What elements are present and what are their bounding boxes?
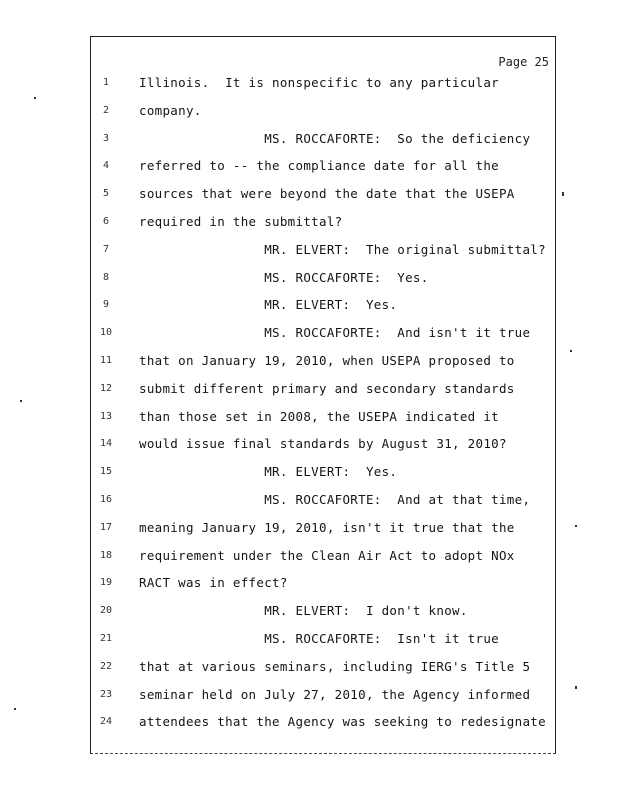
line-number: 6	[102, 216, 110, 227]
scan-speck	[14, 708, 16, 710]
transcript-line: than those set in 2008, the USEPA indicated it	[139, 408, 499, 424]
line-number: 10	[99, 327, 113, 339]
transcript-line: required in the submittal?	[139, 214, 343, 229]
transcript-line: MR. ELVERT: Yes.	[139, 297, 398, 313]
line-number: 1	[102, 77, 110, 88]
line-number: 7	[102, 243, 110, 255]
line-number: 16	[99, 494, 113, 505]
transcript-line: MS. ROCCAFORTE: And isn't it true	[139, 325, 531, 341]
transcript-line: RACT was in effect?	[139, 575, 288, 591]
transcript-line: submit different primary and secondary standards	[139, 380, 515, 396]
transcript-line: MS. ROCCAFORTE: And at that time,	[139, 492, 531, 507]
page-number: Page 25	[498, 55, 549, 69]
transcript-line: company.	[139, 102, 202, 118]
line-number: 3	[102, 132, 110, 144]
transcript-line: referred to -- the compliance date for all the	[139, 158, 499, 174]
line-number: 18	[99, 549, 113, 561]
line-number: 24	[99, 716, 113, 728]
line-number: 8	[102, 271, 110, 283]
line-number: 13	[99, 410, 113, 422]
scan-speck	[20, 400, 22, 402]
line-number: 20	[99, 605, 113, 617]
line-number: 21	[99, 633, 113, 644]
transcript-line: MR. ELVERT: Yes.	[139, 464, 398, 480]
transcript-line: MR. ELVERT: I don't know.	[139, 603, 468, 619]
transcript-line: meaning January 19, 2010, isn't it true that the	[139, 519, 515, 535]
line-number: 9	[102, 299, 110, 311]
transcript-line: attendees that the Agency was seeking to redesignate	[139, 714, 546, 730]
line-number: 22	[99, 660, 113, 672]
line-number: 19	[99, 577, 113, 589]
line-number: 11	[99, 355, 113, 366]
line-number: 5	[102, 188, 110, 200]
transcript-line: seminar held on July 27, 2010, the Agency informed	[139, 686, 531, 702]
line-number: 4	[102, 160, 110, 172]
transcript-line: sources that were beyond the date that the USEPA	[139, 186, 515, 202]
line-number: 14	[99, 438, 113, 450]
scan-speck	[562, 192, 564, 196]
transcript-line: requirement under the Clean Air Act to adopt NOx	[139, 547, 515, 563]
scan-speck	[34, 97, 36, 99]
transcript-line: that at various seminars, including IERG's Title 5	[139, 658, 531, 674]
line-number: 12	[99, 382, 113, 394]
scan-speck	[575, 525, 577, 527]
transcript-line: would issue final standards by August 31, 2010?	[139, 436, 507, 452]
scan-speck	[570, 350, 572, 352]
transcript-line: that on January 19, 2010, when USEPA proposed to	[139, 353, 515, 368]
transcript-line: MS. ROCCAFORTE: Yes.	[139, 269, 429, 285]
line-number: 17	[99, 521, 113, 533]
transcript-line: MR. ELVERT: The original submittal?	[139, 241, 546, 257]
transcript-line: MS. ROCCAFORTE: Isn't it true	[139, 631, 499, 646]
transcript-page	[90, 36, 556, 754]
line-number: 2	[102, 104, 110, 116]
line-number: 15	[99, 466, 113, 478]
scan-speck	[575, 686, 577, 689]
line-number: 23	[99, 688, 113, 700]
transcript-line: MS. ROCCAFORTE: So the deficiency	[139, 130, 531, 146]
transcript-line: Illinois. It is nonspecific to any particular	[139, 75, 499, 90]
